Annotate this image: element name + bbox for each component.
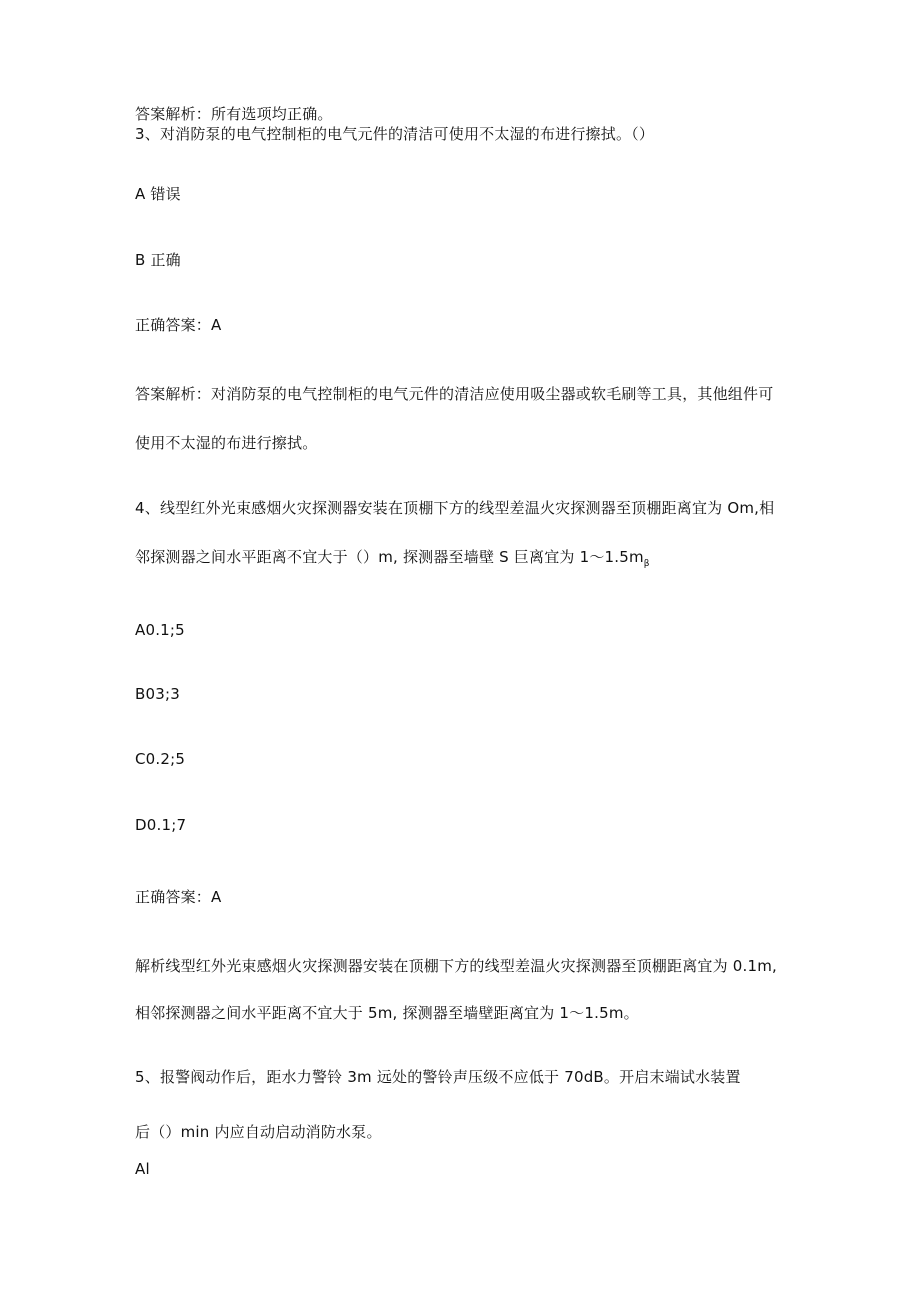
q4-correct-answer: 正确答案：A [135,888,222,906]
q3-option-a: A 错误 [135,185,181,203]
subscript-mark: β [643,559,650,569]
question-3-text: 3、对消防泵的电气控制柜的电气元件的清洁可使用不太湿的布进行擦拭。（） [135,125,655,143]
question-4-line-1: 4、线型红外光束感烟火灾探测器安装在顶棚下方的线型差温火灾探测器至顶棚距离宜为 Om,相 [135,499,775,517]
q4-option-d: D0.1;7 [135,816,187,834]
q4-explanation-line-2: 相邻探测器之间水平距离不宜大于 5m, 探测器至墙壁距离宜为 1～1.5m。 [135,1004,639,1022]
q4-option-a: A0.1;5 [135,621,185,639]
q3-explanation-line-1: 答案解析：对消防泵的电气控制柜的电气元件的清洁应使用吸尘器或软毛刷等工具，其他组件可 [135,385,774,403]
question-4-line-2-text: 邻探测器之间水平距离不宜大于（）m, 探测器至墙壁 S 巨离宜为 1～1.5m [135,548,644,566]
q3-explanation-line-2: 使用不太湿的布进行擦拭。 [135,434,318,452]
q5-option-a: Al [135,1160,150,1178]
q3-option-b: B 正确 [135,251,181,269]
q3-correct-answer: 正确答案：A [135,316,222,334]
question-5-line-1: 5、报警阀动作后，距水力警铃 3m 远处的警铃声压级不应低于 70dB。开启末端试水装置 [135,1068,741,1086]
question-4-line-2 [135,547,650,574]
question-5-line-2: 后（）min 内应自动启动消防水泵。 [135,1123,382,1141]
answer-explanation-q2: 答案解析：所有选项均正确。 [135,105,333,123]
q4-option-c: C0.2;5 [135,750,186,768]
q4-option-b: B03;3 [135,685,180,703]
q4-explanation-line-1: 解析线型红外光束感烟火灾探测器安装在顶棚下方的线型差温火灾探测器至顶棚距离宜为 0.1m, [135,957,778,975]
